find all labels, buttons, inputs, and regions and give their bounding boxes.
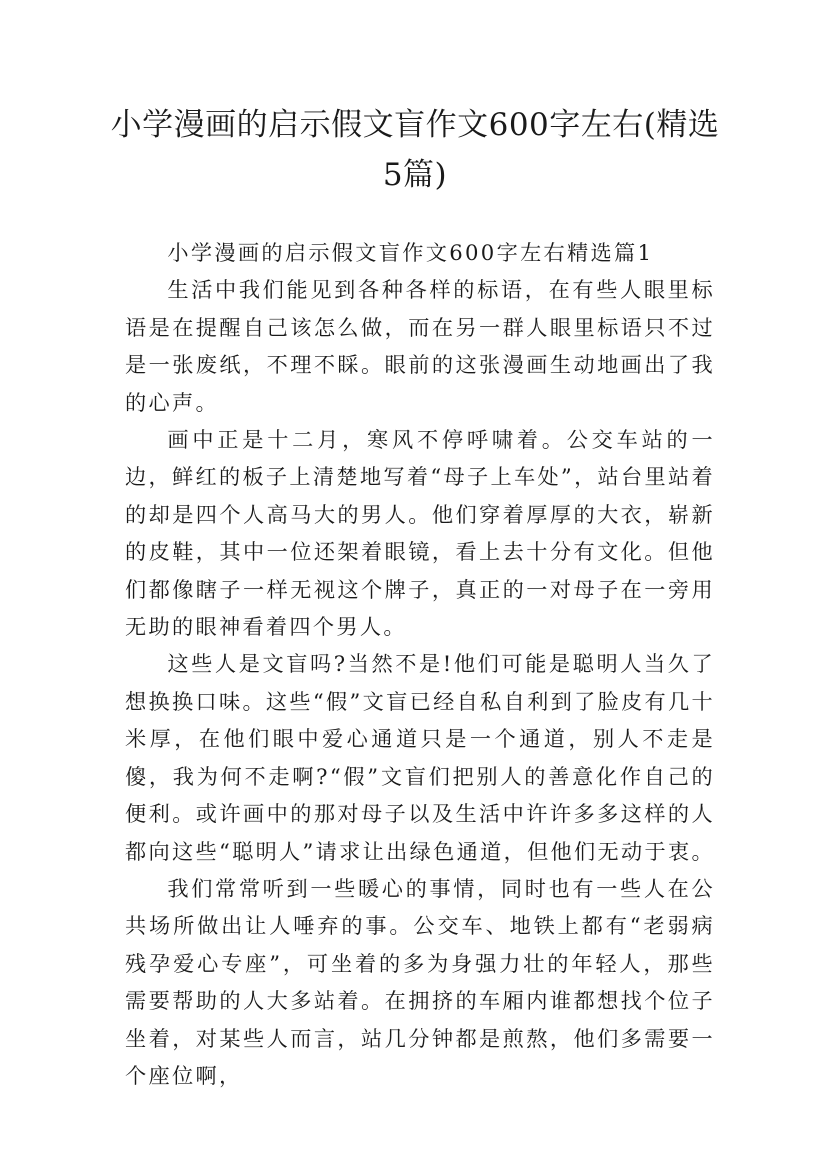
document-body xyxy=(125,234,715,1094)
paragraph: 这些人是文盲吗?当然不是!他们可能是聪明人当久了想换换口味。这些“假”文盲已经自私自利到了脸皮有几十米厚，在他们眼中爱心通道只是一个通道，别人不走是傻，我为何不走啊?“假”文盲们把别人的善意化作自己的便利。或许画中的那对母子以及生活中许许多多这样的人都向这些“聪明人”请求让出绿色通道，但他们无动于衷。 xyxy=(125,651,715,864)
paragraph: 生活中我们能见到各种各样的标语，在有些人眼里标语是在提醒自己该怎么做，而在另一群人眼里标语只不过是一张废纸，不理不睬。眼前的这张漫画生动地画出了我的心声。 xyxy=(125,277,715,415)
section-heading: 小学漫画的启示假文盲作文600字左右精选篇1 xyxy=(167,240,654,265)
paragraph: 我们常常听到一些暖心的事情，同时也有一些人在公共场所做出让人唾弃的事。公交车、地铁上都有“老弱病残孕爱心专座”，可坐着的多为身强力壮的年轻人，那些需要帮助的人大多站着。在拥挤的车厢内谁都想找个位子坐着，对某些人而言，站几分钟都是煎熬，他们多需要一个座位啊， xyxy=(125,875,715,1088)
document-title: 小学漫画的启示假文盲作文600字左右(精选5篇) xyxy=(110,107,720,193)
paragraph: 画中正是十二月，寒风不停呼啸着。公交车站的一边，鲜红的板子上清楚地写着“母子上车处”，站台里站着的却是四个人高马大的男人。他们穿着厚厚的大衣，崭新的皮鞋，其中一位还架着眼镜，看上去十分有文化。但他们都像瞎子一样无视这个牌子，真正的一对母子在一旁用无助的眼神看着四个男人。 xyxy=(125,427,715,640)
